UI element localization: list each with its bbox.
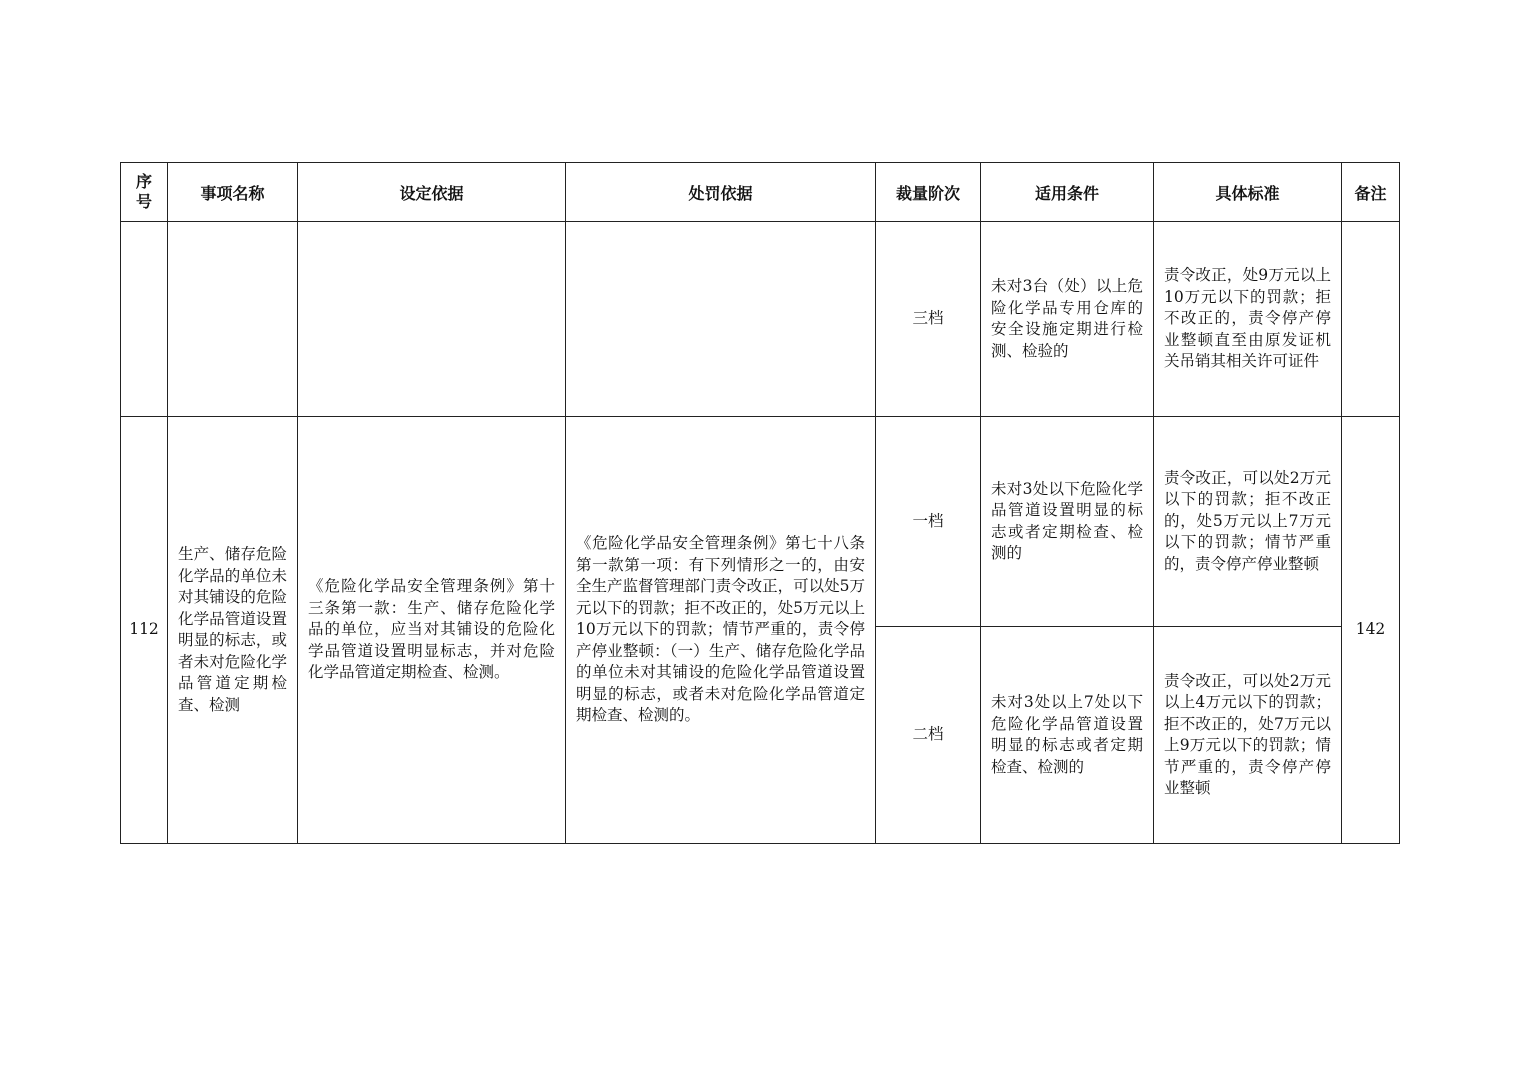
cell-standard: 责令改正，处9万元以上10万元以下的罚款；拒不改正的，责令停产停业整顿直至由原发证机关吊销其相关许可证件 [1154, 222, 1342, 417]
cell-seq: 112 [121, 417, 168, 844]
header-basis-penalty: 处罚依据 [566, 163, 876, 222]
cell-conditions: 未对3台（处）以上危险化学品专用仓库的安全设施定期进行检测、检验的 [981, 222, 1154, 417]
cell-seq-empty [121, 222, 168, 417]
cell-standard: 责令改正，可以处2万元以下的罚款；拒不改正的，处5万元以上7万元以下的罚款；情节严重的，责令停产停业整顿 [1154, 417, 1342, 627]
header-remark: 备注 [1342, 163, 1400, 222]
penalty-discretion-table [120, 162, 1400, 844]
cell-basis-penalty-empty [566, 222, 876, 417]
header-standard: 具体标准 [1154, 163, 1342, 222]
header-level: 裁量阶次 [876, 163, 981, 222]
table-row [121, 222, 1400, 417]
table-row [121, 417, 1400, 627]
header-seq: 序号 [121, 163, 168, 222]
header-basis-set: 设定依据 [298, 163, 566, 222]
header-conditions: 适用条件 [981, 163, 1154, 222]
cell-remark-empty [1342, 222, 1400, 417]
cell-basis-set-empty [298, 222, 566, 417]
cell-basis-set: 《危险化学品安全管理条例》第十三条第一款：生产、储存危险化学品的单位，应当对其铺设的危险化学品管道设置明显标志，并对危险化学品管道定期检查、检测。 [298, 417, 566, 844]
cell-level: 一档 [876, 417, 981, 627]
cell-conditions: 未对3处以下危险化学品管道设置明显的标志或者定期检查、检测的 [981, 417, 1154, 627]
cell-standard: 责令改正，可以处2万元以上4万元以下的罚款；拒不改正的，处7万元以上9万元以下的罚款；情节严重的，责令停产停业整顿 [1154, 627, 1342, 844]
cell-level: 三档 [876, 222, 981, 417]
cell-remark: 142 [1342, 417, 1400, 844]
cell-level: 二档 [876, 627, 981, 844]
cell-name-empty [168, 222, 298, 417]
cell-conditions: 未对3处以上7处以下危险化学品管道设置明显的标志或者定期检查、检测的 [981, 627, 1154, 844]
cell-basis-penalty: 《危险化学品安全管理条例》第七十八条第一款第一项：有下列情形之一的，由安全生产监督管理部门责令改正，可以处5万元以下的罚款；拒不改正的，处5万元以上10万元以下的罚款；情节严重的，责令停产停业整顿：（一）生产、储存危险化学品的单位未对其铺设的危险化学品管道设置明显的标志，或者未对危险化学品管道定期检查、检测的。 [566, 417, 876, 844]
cell-name: 生产、储存危险化学品的单位未对其铺设的危险化学品管道设置明显的标志，或者未对危险化学品管道定期检查、检测 [168, 417, 298, 844]
header-name: 事项名称 [168, 163, 298, 222]
header-row [121, 163, 1400, 222]
